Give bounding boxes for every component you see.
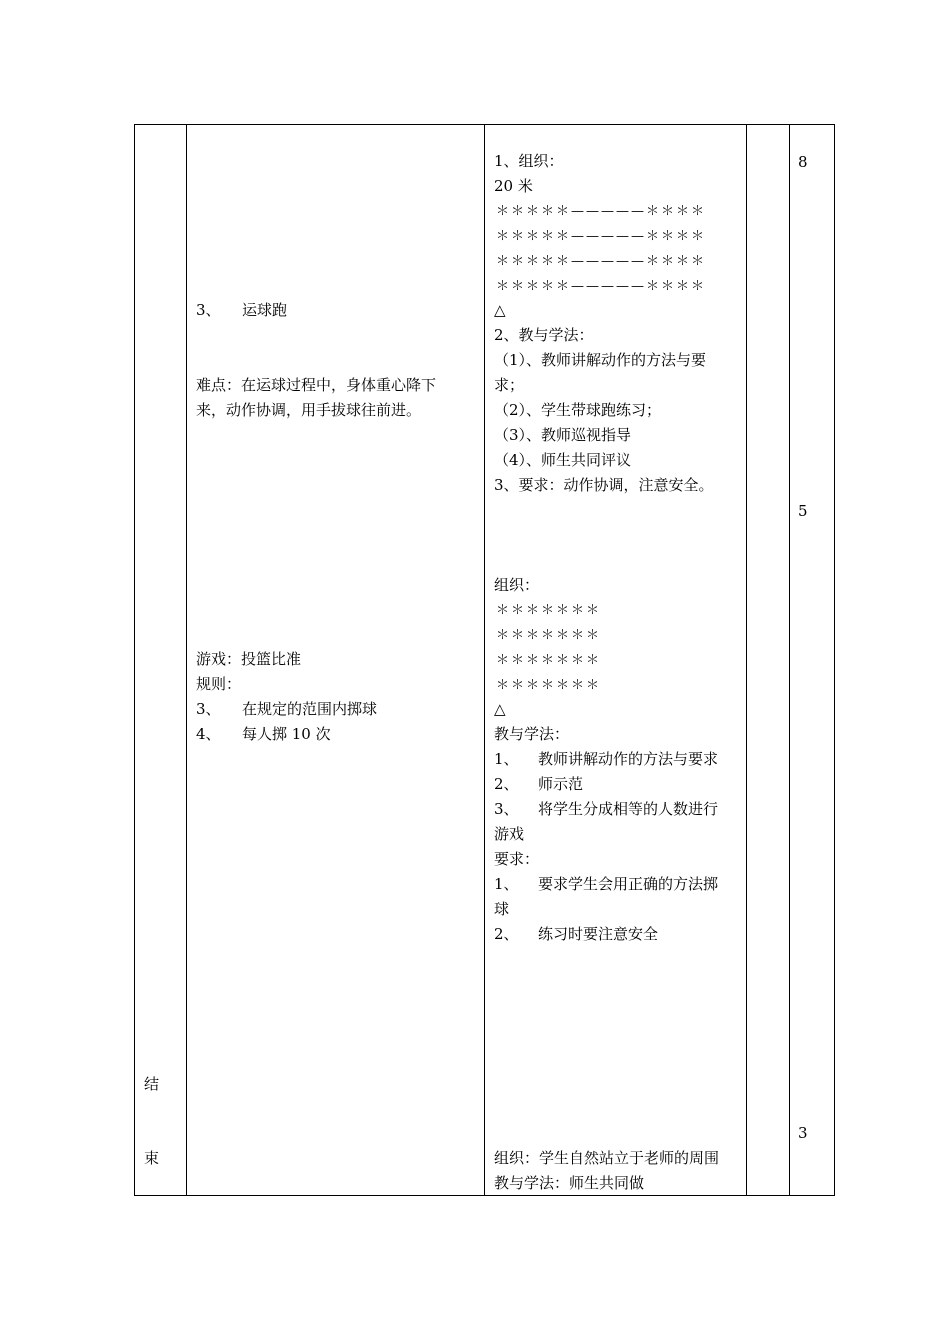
teaching-method-title: 2、教与学法：: [494, 326, 594, 344]
rule-number: 3、: [196, 700, 221, 718]
rule-text: 在规定的范围内掷球: [242, 700, 378, 718]
difficulty-line-1: 难点：在运球过程中，身体重心降下: [196, 376, 437, 394]
column-divider: [789, 125, 790, 1195]
game-step-continuation: 游戏: [494, 825, 525, 843]
section-label-end-1: 结: [144, 1075, 160, 1093]
time-value: 5: [798, 502, 808, 520]
column-divider: [186, 125, 187, 1195]
teaching-step-3: （3）、教师巡视指导: [494, 426, 632, 444]
ending-teaching-method: 教与学法：师生共同做: [494, 1174, 645, 1192]
formation-row: ＊＊＊＊＊—————＊＊＊＊: [496, 279, 707, 294]
game-step-number: 2、: [494, 775, 519, 793]
teaching-step-1-line-1: （1）、教师讲解动作的方法与要: [494, 351, 707, 369]
teaching-step-1-line-2: 求；: [494, 376, 525, 394]
game-step-text: 将学生分成相等的人数进行: [538, 800, 719, 818]
requirement-text: 要求学生会用正确的方法掷: [538, 875, 719, 893]
game-step-number: 3、: [494, 800, 519, 818]
formation-row-2: ＊＊＊＊＊＊＊: [496, 603, 602, 618]
difficulty-line-2: 来，动作协调，用手拔球往前进。: [196, 401, 422, 419]
teaching-method-title-2: 教与学法：: [494, 725, 570, 743]
formation-row-2: ＊＊＊＊＊＊＊: [496, 678, 602, 693]
rule-text: 每人掷 10 次: [242, 725, 331, 743]
item-text-dribble-run: 运球跑: [242, 301, 288, 319]
rules-title: 规则：: [196, 675, 242, 693]
teacher-triangle-icon: △: [494, 700, 506, 718]
ending-organization: 组织：学生自然站立于老师的周围: [494, 1149, 720, 1167]
organization-title-2: 组织：: [494, 576, 540, 594]
formation-row-2: ＊＊＊＊＊＊＊: [496, 653, 602, 668]
item-number: 3、: [196, 301, 221, 319]
teaching-step-4: （4）、师生共同评议: [494, 451, 632, 469]
requirement-continuation: 球: [494, 900, 510, 918]
formation-row: ＊＊＊＊＊—————＊＊＊＊: [496, 229, 707, 244]
formation-row: ＊＊＊＊＊—————＊＊＊＊: [496, 204, 707, 219]
column-divider: [746, 125, 747, 1195]
formation-row: ＊＊＊＊＊—————＊＊＊＊: [496, 254, 707, 269]
formation-row-2: ＊＊＊＊＊＊＊: [496, 628, 602, 643]
teaching-step-2: （2）、学生带球跑练习；: [494, 401, 662, 419]
requirements-title: 要求：: [494, 850, 540, 868]
requirement-text: 练习时要注意安全: [538, 925, 659, 943]
game-step-number: 1、: [494, 750, 519, 768]
column-divider: [484, 125, 485, 1195]
game-title: 游戏：投篮比准: [196, 650, 302, 668]
teacher-triangle-icon: △: [494, 301, 506, 319]
distance-label: 20 米: [494, 177, 533, 195]
rule-number: 4、: [196, 725, 221, 743]
section-label-end-2: 束: [144, 1149, 160, 1167]
organization-title: 1、组织：: [494, 152, 564, 170]
requirement-text: 3、要求：动作协调，注意安全。: [494, 476, 714, 494]
time-value: 3: [798, 1124, 808, 1142]
game-step-text: 师示范: [538, 775, 584, 793]
requirement-number: 1、: [494, 875, 519, 893]
game-step-text: 教师讲解动作的方法与要求: [538, 750, 719, 768]
time-value: 8: [798, 153, 808, 171]
requirement-number: 2、: [494, 925, 519, 943]
